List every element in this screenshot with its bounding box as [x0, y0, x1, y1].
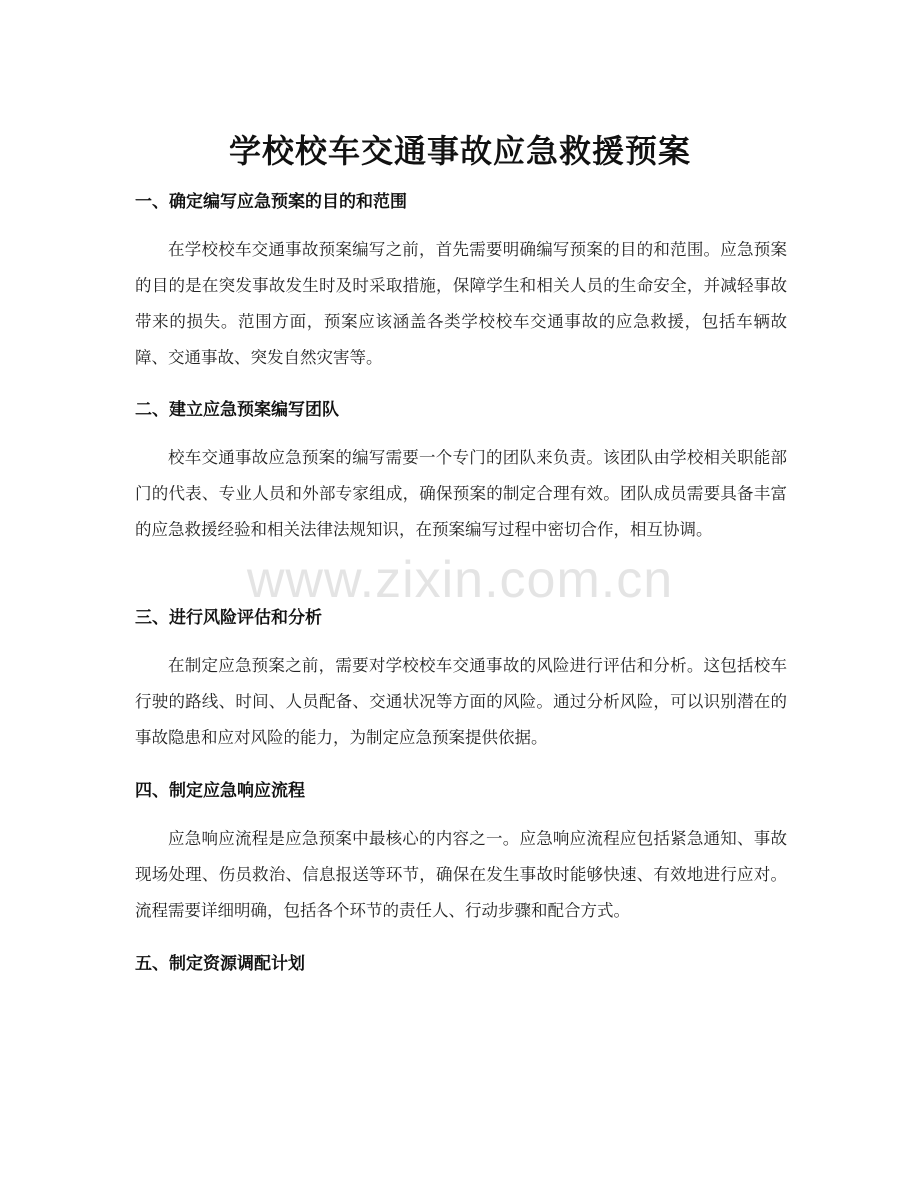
section-heading-4: 四、制定应急响应流程 [135, 781, 305, 801]
section-heading-2: 二、建立应急预案编写团队 [135, 400, 339, 420]
page-title: 学校校车交通事故应急救援预案 [228, 132, 691, 171]
section-body-1: 在学校校车交通事故预案编写之前，首先需要明确编写预案的目的和范围。应急预案的目的是在突发事故发生时及时采取措施，保障学生和相关人员的生命安全，并减轻事故带来的损失。范围方面，预案应该涵盖各类学校校车交通事故的应急救援，包括车辆故障、交通事故、突发自然灾害等。 [135, 240, 787, 367]
section-body-4: 应急响应流程是应急预案中最核心的内容之一。应急响应流程应包括紧急通知、事故现场处理、伤员救治、信息报送等环节，确保在发生事故时能够快速、有效地进行应对。流程需要详细明确，包括各个环节的责任人、行动步骤和配合方式。 [135, 829, 787, 920]
watermark-text: www.zixin.com.cn [246, 551, 674, 609]
section-body-2: 校车交通事故应急预案的编写需要一个专门的团队来负责。该团队由学校相关职能部门的代表、专业人员和外部专家组成，确保预案的制定合理有效。团队成员需要具备丰富的应急救援经验和相关法律法规知识，在预案编写过程中密切合作，相互协调。 [135, 448, 787, 539]
section-heading-1: 一、确定编写应急预案的目的和范围 [135, 192, 407, 212]
section-heading-5: 五、制定资源调配计划 [135, 954, 305, 974]
section-heading-3: 三、进行风险评估和分析 [135, 608, 322, 628]
section-body-3: 在制定应急预案之前，需要对学校校车交通事故的风险进行评估和分析。这包括校车行驶的路线、时间、人员配备、交通状况等方面的风险。通过分析风险，可以识别潜在的事故隐患和应对风险的能力，为制定应急预案提供依据。 [135, 656, 787, 747]
